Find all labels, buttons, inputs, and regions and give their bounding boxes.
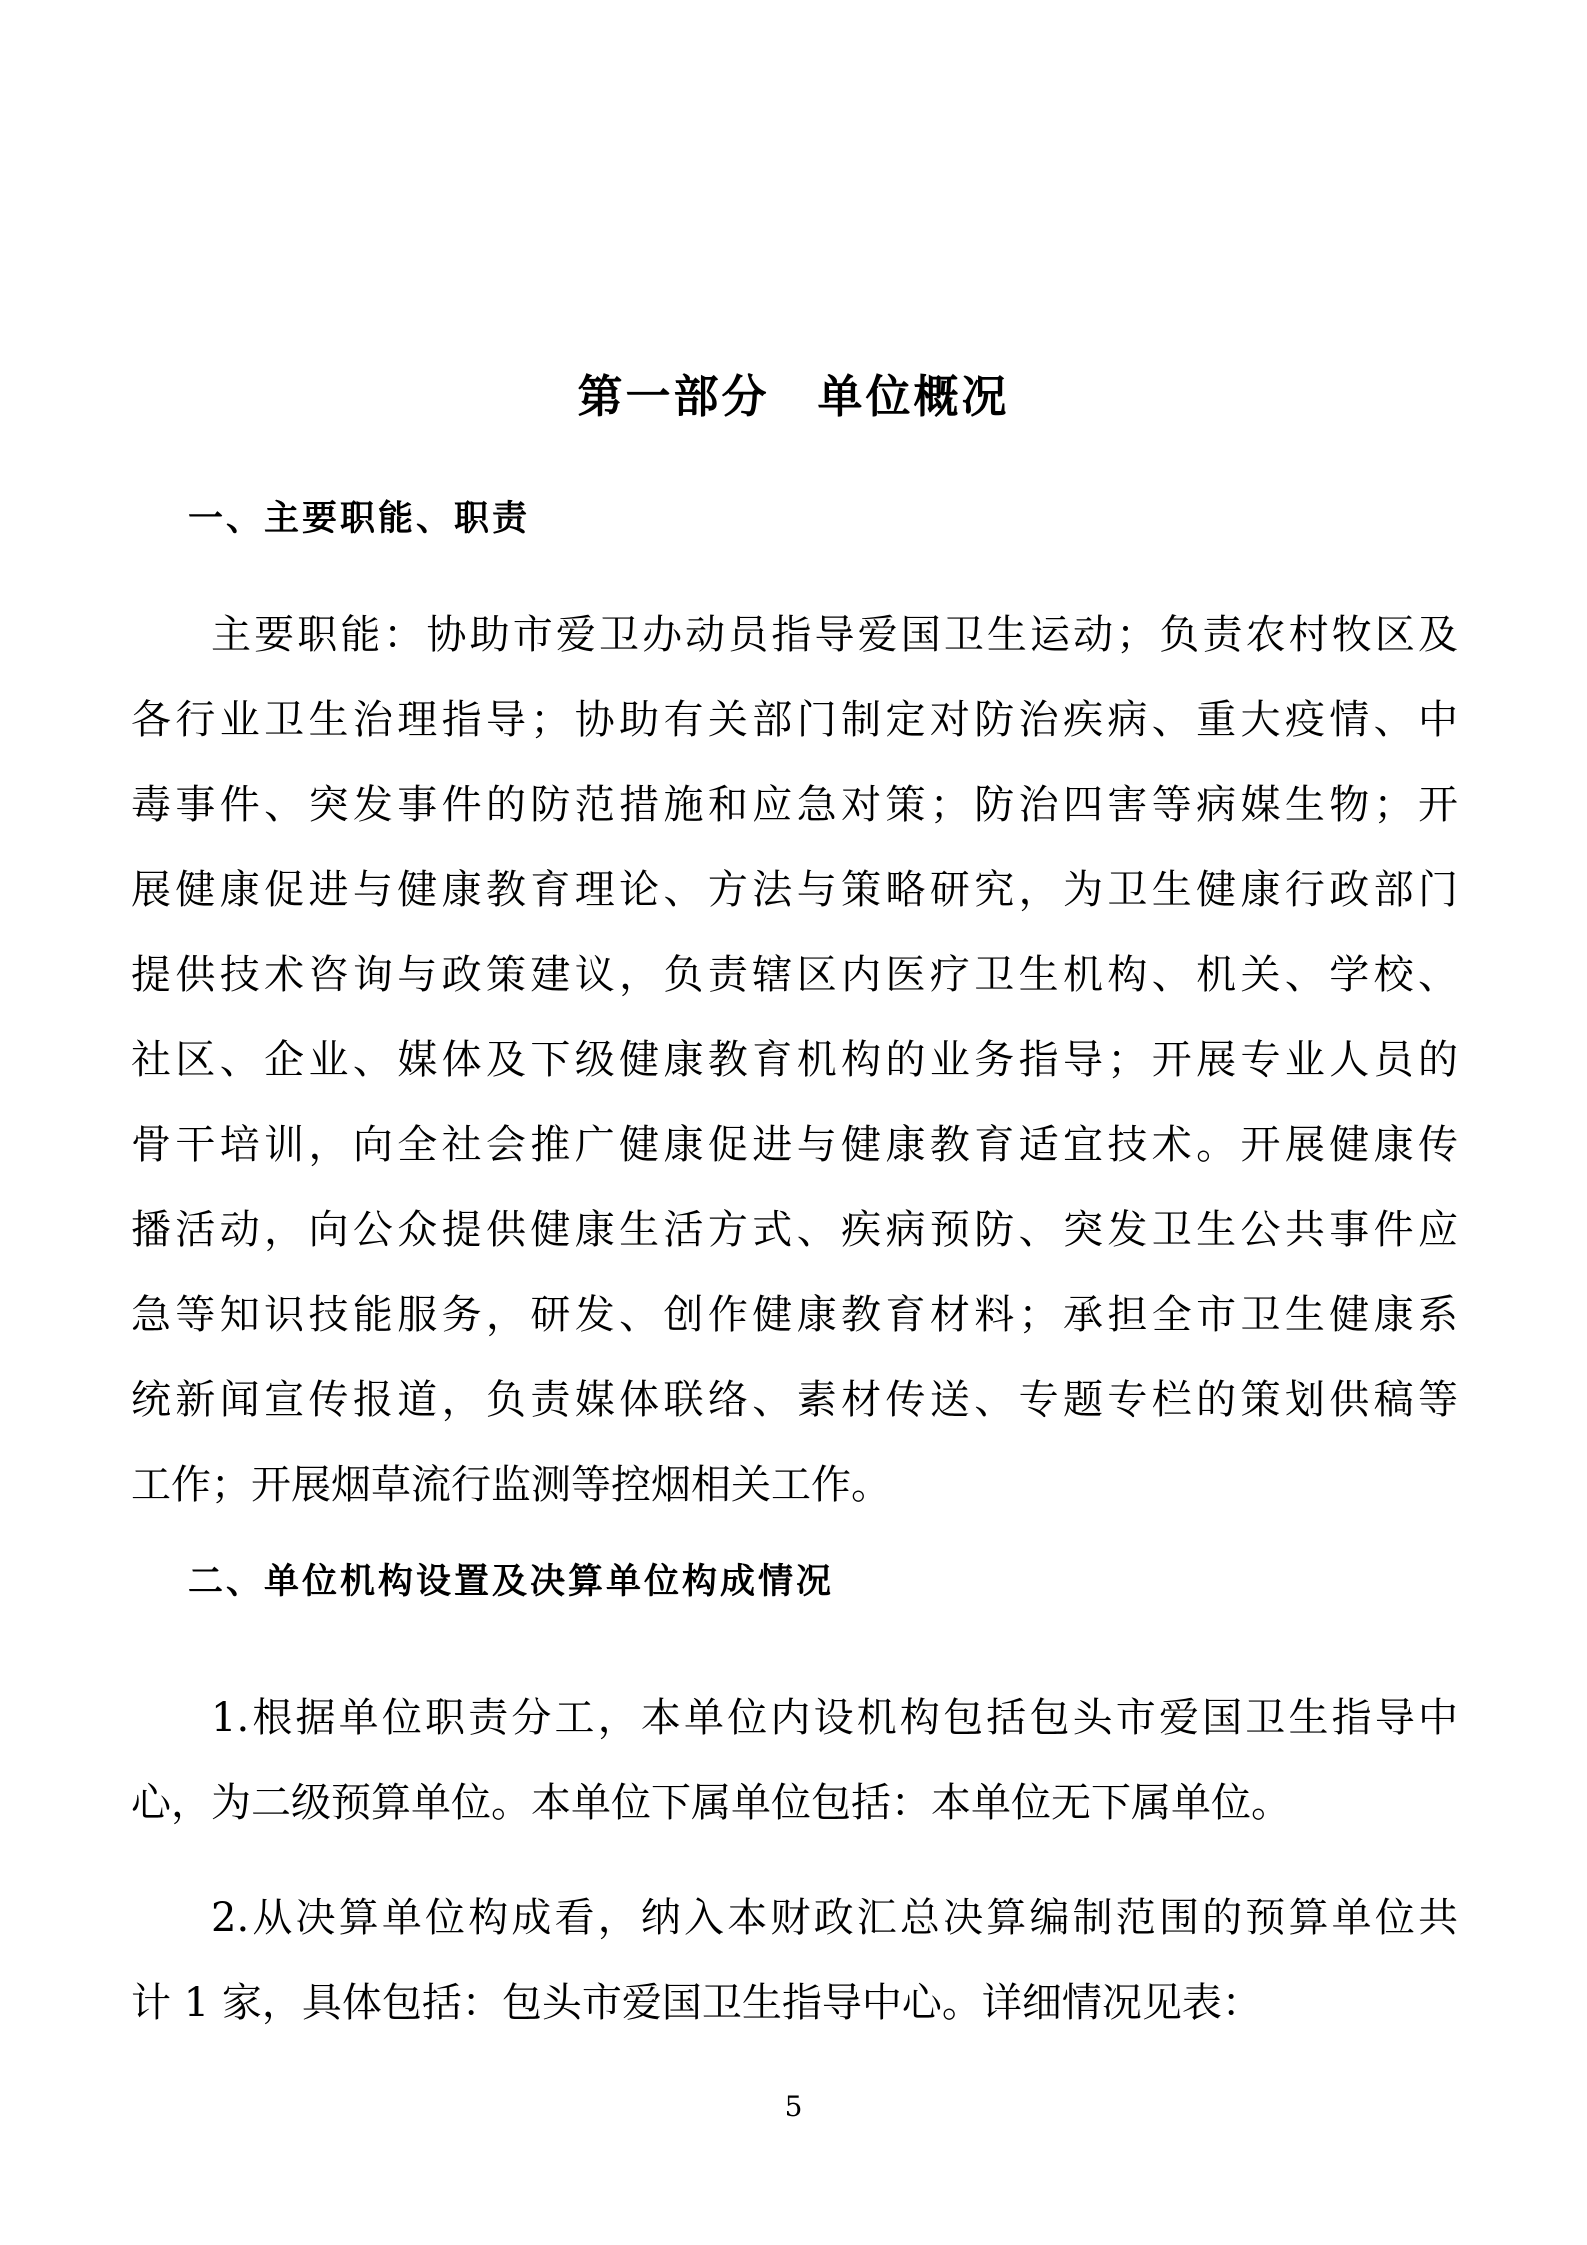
paragraph-line: 心，为二级预算单位。本单位下属单位包括：本单位无下属单位。 xyxy=(131,1780,1291,1826)
paragraph-line: 提供技术咨询与政策建议，负责辖区内医疗卫生机构、机关、学校、 xyxy=(131,952,1458,998)
paragraph-line: 统新闻宣传报道，负责媒体联络、素材传送、专题专栏的策划供稿等 xyxy=(131,1377,1458,1423)
paragraph-org-structure-1 xyxy=(131,1676,1458,1846)
paragraph-line: 工作；开展烟草流行监测等控烟相关工作。 xyxy=(131,1462,891,1508)
section-heading-main-functions: 一、主要职能、职责 xyxy=(188,499,531,538)
paragraph-line: 展健康促进与健康教育理论、方法与策略研究，为卫生健康行政部门 xyxy=(131,867,1458,913)
paragraph-line: 主要职能：协助市爱卫办动员指导爱国卫生运动；负责农村牧区及 xyxy=(211,612,1458,658)
paragraph-line: 计 1 家，具体包括：包头市爱国卫生指导中心。详细情况见表： xyxy=(131,1980,1262,2026)
document-title: 第一部分 单位概况 xyxy=(577,370,1010,423)
paragraph-line: 社区、企业、媒体及下级健康教育机构的业务指导；开展专业人员的 xyxy=(131,1037,1458,1083)
page-number: 5 xyxy=(784,2090,803,2123)
paragraph-line: 播活动，向公众提供健康生活方式、疾病预防、突发卫生公共事件应 xyxy=(131,1207,1458,1253)
paragraph-line: 急等知识技能服务，研发、创作健康教育材料；承担全市卫生健康系 xyxy=(131,1292,1458,1338)
section-heading-org-structure: 二、单位机构设置及决算单位构成情况 xyxy=(188,1562,835,1601)
paragraph-line: 各行业卫生治理指导；协助有关部门制定对防治疾病、重大疫情、中 xyxy=(131,697,1458,743)
paragraph-line: 2.从决算单位构成看，纳入本财政汇总决算编制范围的预算单位共 xyxy=(211,1895,1458,1941)
paragraph-main-functions xyxy=(131,593,1458,1528)
paragraph-org-structure-2 xyxy=(131,1876,1458,2046)
paragraph-line: 1.根据单位职责分工，本单位内设机构包括包头市爱国卫生指导中 xyxy=(211,1695,1458,1741)
paragraph-line: 毒事件、突发事件的防范措施和应急对策；防治四害等病媒生物；开 xyxy=(131,782,1458,828)
paragraph-line: 骨干培训，向全社会推广健康促进与健康教育适宜技术。开展健康传 xyxy=(131,1122,1458,1168)
